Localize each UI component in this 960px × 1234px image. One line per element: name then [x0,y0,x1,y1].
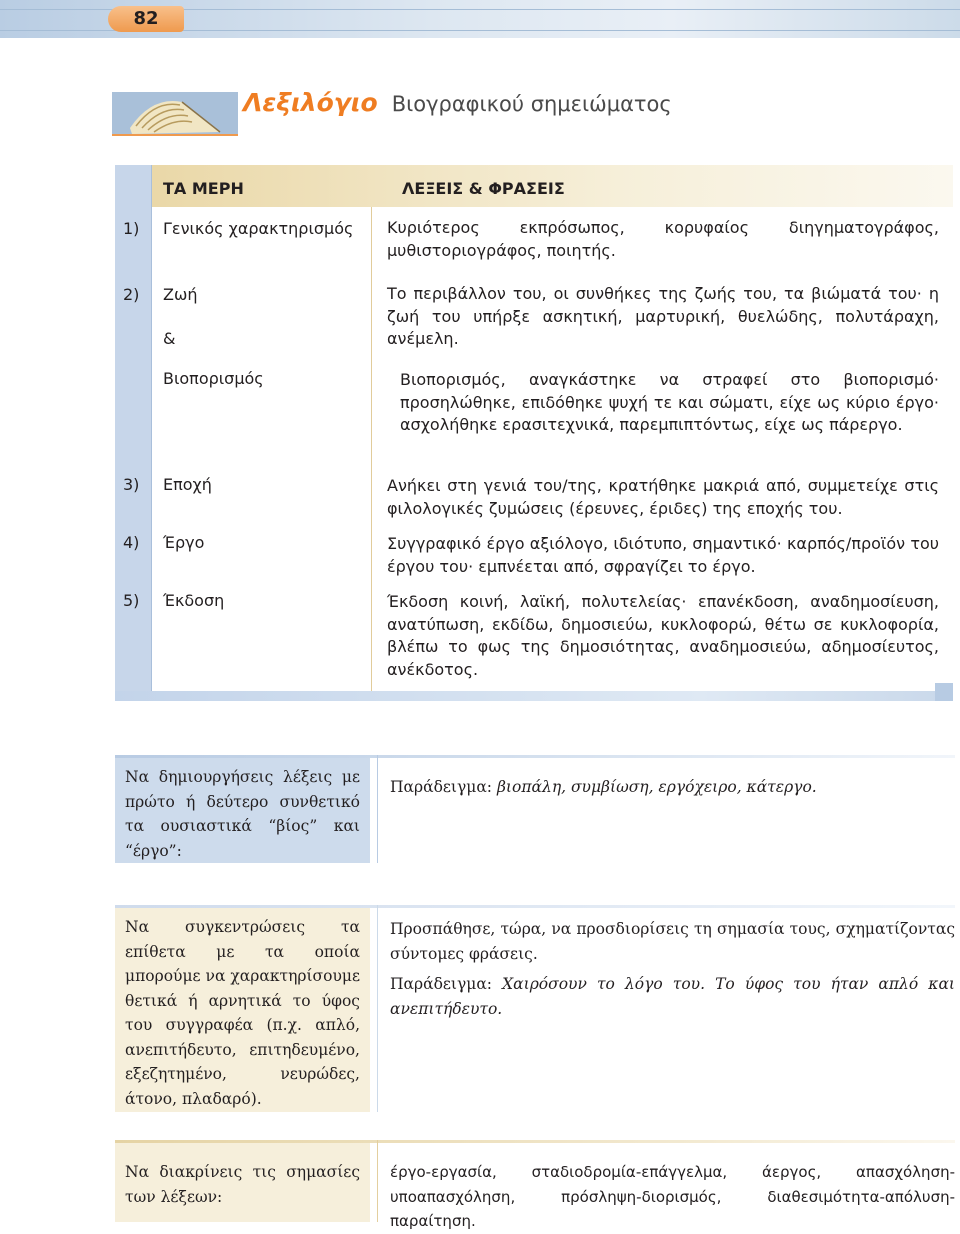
exercise-3-instruction: Να διακρίνεις τις σημασίες των λέξεων: [115,1140,370,1222]
box-divider [377,905,378,1112]
exercise-2-instruction: Να συγκεντρώσεις τα επίθετα με τα οποία μπορούμε να χαρακτηρίσουμε θετικά ή αρνητικά το ύφος του συγγραφέα (π.χ. απλό, ανεπιτήδευτο, επιτηδευμένο, εξεζητημένο, νευρώδες, άτονο, πλαδαρό). [115,905,370,1112]
exercise-1-instruction: Να δημιουργήσεις λέξεις με πρώτο ή δεύτερο συνθετικό τα ουσιαστικά “βίος” και “έργο”: [115,755,370,863]
header-words: ΛΕΞΕΙΣ & ΦΡΑΣΕΙΣ [402,179,565,198]
number-column [115,165,151,693]
row-part: & [163,329,176,348]
table-corner-block [935,683,953,701]
title-sub: Βιογραφικού σημειώματος [391,92,672,116]
box-divider [377,1140,378,1222]
title-main: Λεξιλόγιο [243,88,378,117]
box-divider [377,755,378,863]
row-part: Ζωή [163,285,198,304]
row-part: Γενικός χαρακτηρισμός [163,219,354,238]
vocab-table [115,165,955,705]
exercise-2-content [390,917,955,1021]
box-top-rule [115,1140,955,1143]
row-part: Έκδοση [163,591,225,610]
exercise-3-pairs: έργο-εργασία, σταδιοδρομία-επάγγελμα, άεργος, απασχόληση-υποαπασχόληση, πρόσληψη-διορισμός, διαθεσιμότητα-απόλυση-παραίτηση. [390,1163,955,1230]
row-words: Ανήκει στη γενιά του/της, κρατήθηκε μακριά από, συμμετείχε στις φιλολογικές ζυμώσεις (έρευνες, έριδες) της εποχής του. [387,476,939,518]
row-number: 5) [123,591,140,610]
box-top-rule [115,755,955,758]
row-words: Βιοπορισμός, αναγκάστηκε να στραφεί στο βιοπορισμό· προσηλώθηκε, επιδόθηκε ψυχή τε και σώματι, είχε ως κύριο έργο· ασχολήθηκε ερασιτεχνικά, παρεμπιπτόντως, είχε ως πάρεργο. [400,370,939,434]
exercise-1-example [390,775,955,800]
page-number: 82 [108,6,184,32]
exercise-2 [115,905,955,1112]
open-book-icon [112,88,238,136]
page-title [243,88,672,128]
example-label: Παράδειγμα: [390,778,493,796]
example-label: Παράδειγμα: [390,975,493,993]
column-rule [371,207,372,693]
row-words: Συγγραφικό έργο αξιόλογο, ιδιότυπο, σημαντικό· καρπός/προϊόν του έργου του· εμπνέεται από, σφραγίζει το έργο. [387,534,939,576]
row-number: 3) [123,475,140,494]
table-base-bar [115,691,953,701]
example-text: Χαιρόσουν το λόγο του. Το ύφος του ήταν απλό και ανεπιτήδευτο. [390,975,955,1018]
example-text: βιοπάλη, συμβίωση, εργόχειρο, κάτεργο. [496,778,817,796]
row-words: Το περιβάλλον του, οι συνθήκες της ζωής του, τα βιώματά του· η ζωή του υπήρξε ασκητική, μαρτυρική, θυελώδης, πολυτάραχη, ανέμελη. [387,284,939,348]
row-part: Βιοπορισμός [163,369,264,388]
row-number: 1) [123,219,140,238]
exercise-2-task: Προσπάθησε, τώρα, να προσδιορίσεις τη σημασία τους, σχηματίζοντας σύντομες φράσεις. [390,920,955,963]
row-number: 2) [123,285,140,304]
column-rule [151,165,152,693]
row-number: 4) [123,533,140,552]
exercise-3 [115,1140,955,1230]
row-part: Εποχή [163,475,212,494]
row-words: Κυριότερος εκπρόσωπος, κορυφαίος διηγηματογράφος, μυθιστοριογράφος, ποιητής. [387,218,939,260]
row-part: Έργο [163,533,205,552]
row-words: Έκδοση κοινή, λαϊκή, πολυτελείας· επανέκδοση, αναδημοσίευση, ανατύπωση, εκδίδω, δημοσιεύω, κυκλοφορώ, θέτω σε κυκλοφορία, βλέπω το φως της δημοσιότητας, αναδημοσιεύω, αδημοσίευτος, ανέκδοτος. [387,592,939,679]
exercise-2-example [390,972,955,1021]
top-band [0,0,960,38]
header-parts: ΤΑ ΜΕΡΗ [163,179,244,198]
box-top-rule [115,905,955,908]
exercise-1 [115,755,955,863]
